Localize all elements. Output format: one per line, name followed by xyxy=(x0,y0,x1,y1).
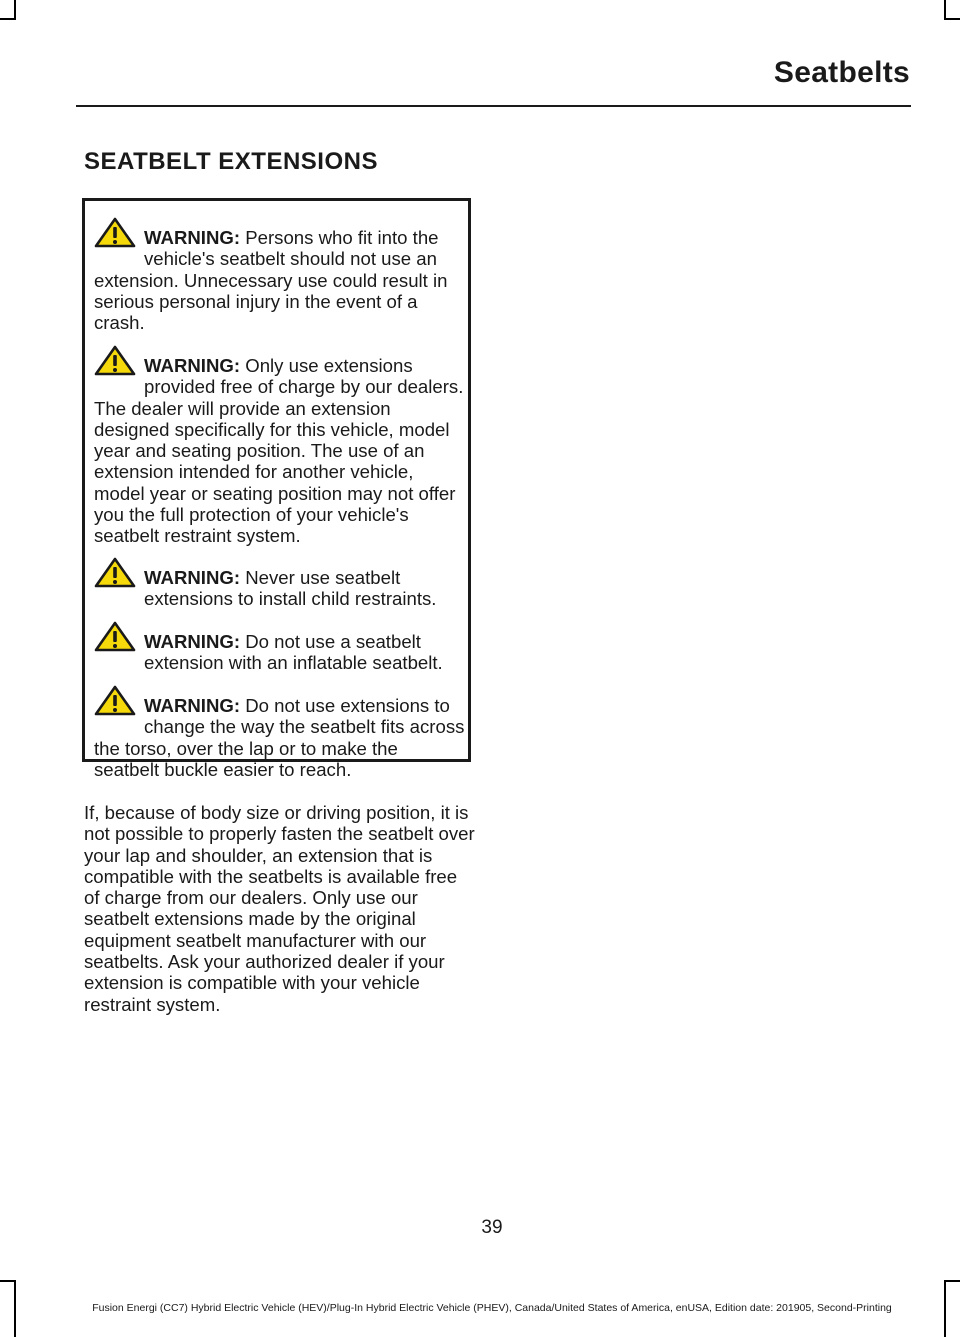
warning-triangle-icon xyxy=(94,557,136,589)
crop-mark-top-right xyxy=(944,0,946,20)
warning-1 xyxy=(94,227,466,333)
crop-mark-top-left xyxy=(14,0,16,20)
warning-text: Never use seatbelt extensions to install child restraints. xyxy=(144,567,437,610)
crop-mark-top-right-h xyxy=(944,18,960,20)
warning-text: Only use extensions provided free of charge by our dealers. The dealer will provide an extension designed specifically for this vehicle, model year and seating position. The use of an extension intended for another vehicle, model year or seating position may not offer you the full protection of your vehicle's seatbelt restraint system. xyxy=(94,355,464,547)
page-header-title: Seatbelts xyxy=(773,56,910,89)
footer-edition-info: Fusion Energi (CC7) Hybrid Electric Vehicle (HEV)/Plug-In Hybrid Electric Vehicle (PHEV), Canada/United States of America, enUSA, Edition date: 201905, Second-Printing xyxy=(92,1302,892,1314)
warning-triangle-icon xyxy=(94,685,136,717)
warning-4 xyxy=(94,631,466,674)
crop-mark-top-left-h xyxy=(0,18,16,20)
warning-text: Do not use extensions to change the way the seatbelt fits across the torso, over the lap or to make the seatbelt buckle easier to reach. xyxy=(94,695,465,780)
section-heading: SEATBELT EXTENSIONS xyxy=(84,148,378,175)
warning-triangle-icon xyxy=(94,217,136,249)
warning-triangle-icon xyxy=(94,621,136,653)
warning-label: WARNING: xyxy=(144,355,241,376)
crop-mark-bottom-left-h xyxy=(0,1280,16,1282)
warning-text: Do not use a seatbelt extension with an inflatable seatbelt. xyxy=(144,631,443,674)
warning-text: Persons who fit into the vehicle's seatbelt should not use an extension. Unnecessary use could result in serious personal injury in the event of a crash. xyxy=(94,227,448,334)
warning-label: WARNING: xyxy=(144,695,241,716)
warning-2 xyxy=(94,355,466,547)
warning-3 xyxy=(94,567,466,610)
header-divider xyxy=(76,105,911,107)
warning-label: WARNING: xyxy=(144,631,241,652)
warning-label: WARNING: xyxy=(144,567,241,588)
crop-mark-bottom-right-h xyxy=(944,1280,960,1282)
body-paragraph: If, because of body size or driving position, it is not possible to properly fasten the seatbelt over your lap and shoulder, an extension that is compatible with the seatbelts is available free of charge from our dealers. Only use our seatbelt extensions made by the original equipment seatbelt manufacturer with our seatbelts. Ask your authorized dealer if your extension is compatible with your vehicle restraint system. xyxy=(84,802,475,1015)
warning-5 xyxy=(94,695,466,780)
warning-label: WARNING: xyxy=(144,227,241,248)
warning-triangle-icon xyxy=(94,345,136,377)
warning-box xyxy=(82,198,471,780)
page-number: 39 xyxy=(481,1217,503,1238)
